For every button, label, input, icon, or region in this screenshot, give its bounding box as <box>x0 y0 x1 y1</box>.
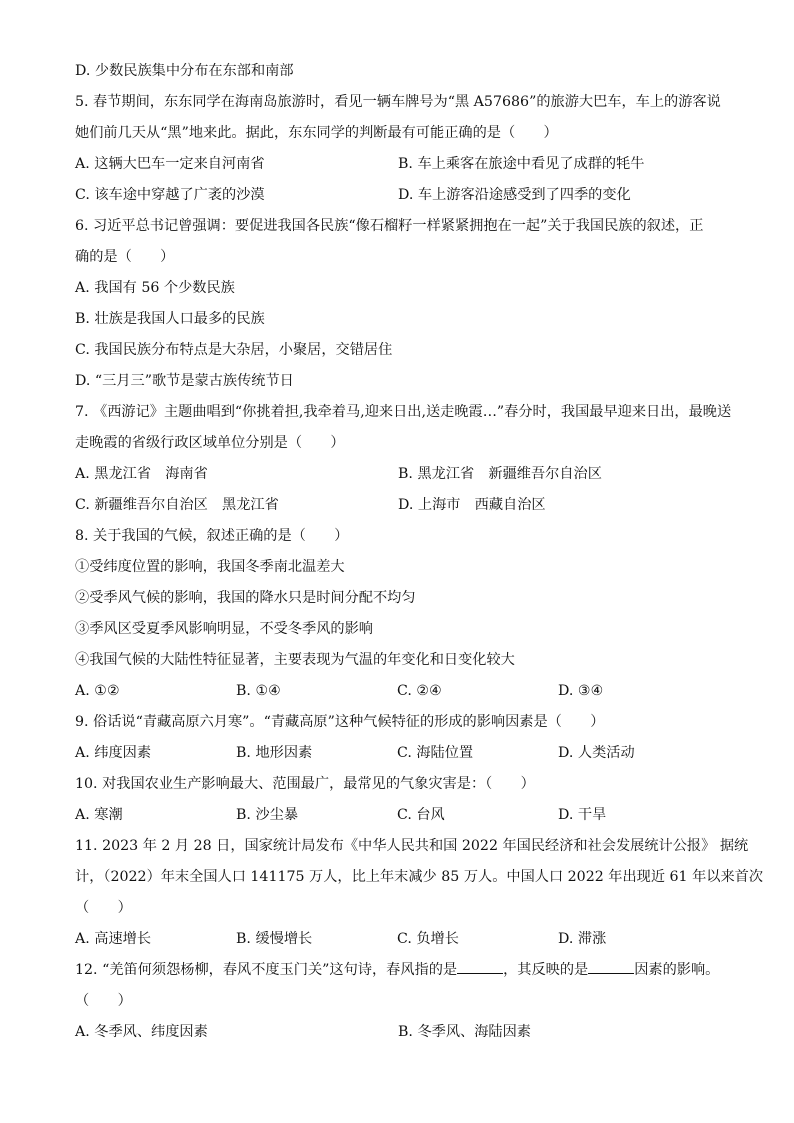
option-a: A. 纬度因素 <box>75 745 152 761</box>
option-c: C. 新疆维吾尔自治区 黑龙江省 <box>75 497 279 513</box>
option-b: B. 缓慢增长 <box>236 931 313 947</box>
option-a: A. 高速增长 <box>75 931 152 947</box>
exam-page <box>75 56 764 1048</box>
options-row <box>75 459 725 490</box>
option-d: D. ③④ <box>558 683 604 699</box>
option-a: A. 我国有 56 个少数民族 <box>75 280 235 296</box>
options-row <box>75 738 725 769</box>
option-c: C. 该车途中穿越了广袤的沙漠 <box>75 187 265 203</box>
statement-1: ①受纬度位置的影响，我国冬季南北温差大 <box>75 559 345 575</box>
question-stem: 7. 《西游记》主题曲唱到“你挑着担,我牵着马,迎来日出,送走晚霞…”春分时，我国最早迎来日出，最晚送 <box>75 404 732 420</box>
option-b: B. 壮族是我国人口最多的民族 <box>75 311 265 327</box>
option-d: D. 干旱 <box>558 807 607 823</box>
option-d: D. 滞涨 <box>558 931 607 947</box>
option-c: C. 海陆位置 <box>397 745 474 761</box>
answer-blank <box>457 959 503 974</box>
options-row <box>75 1017 725 1048</box>
question-stem: （ ） <box>75 993 132 1009</box>
options-row <box>75 676 725 707</box>
option-b: B. 地形因素 <box>236 745 313 761</box>
options-row <box>75 924 725 955</box>
option-c: C. 台风 <box>397 807 445 823</box>
options-row <box>75 180 725 211</box>
answer-blank <box>588 959 634 974</box>
option-a: A. 冬季风、纬度因素 <box>75 1024 208 1040</box>
statement-2: ②受季风气候的影响，我国的降水只是时间分配不均匀 <box>75 590 416 606</box>
question-stem: 计，（2022）年末全国人口 141175 万人，比上年末减少 85 万人。中国人口 2022 年出现近 61 年以来首次 <box>75 869 764 885</box>
option-d: D. “三月三”歌节是蒙古族传统节日 <box>75 373 294 389</box>
question-stem: 10. 对我国农业生产影响最大、范围最广，最常见的气象灾害是：（ ） <box>75 776 535 792</box>
question-stem: 她们前几天从“黑”地来此。据此，东东同学的判断最有可能正确的是（ ） <box>75 125 558 141</box>
question-stem: 11. 2023 年 2 月 28 日，国家统计局发布《中华人民共和国 2022 年国民经济和社会发展统计公报》 据统 <box>75 838 749 854</box>
question-stem: 走晚霞的省级行政区域单位分别是（ ） <box>75 435 345 451</box>
question-stem: 8. 关于我国的气候，叙述正确的是（ ） <box>75 528 349 544</box>
stem-part: ，其反映的是 <box>503 962 589 978</box>
option-a: A. 寒潮 <box>75 807 123 823</box>
option-d: D. 车上游客沿途感受到了四季的变化 <box>398 187 631 203</box>
question-stem: 9. 俗话说“青藏高原六月寒”。“青藏高原”这种气候特征的形成的影响因素是（ ） <box>75 714 605 730</box>
option-c: C. 我国民族分布特点是大杂居，小聚居，交错居住 <box>75 342 393 358</box>
option-d: D. 人类活动 <box>558 745 635 761</box>
question-stem: 5. 春节期间，东东同学在海南岛旅游时，看见一辆车牌号为“黑 A57686”的旅游大巴车，车上的游客说 <box>75 94 721 110</box>
option-b: B. 车上乘客在旅途中看见了成群的牦牛 <box>398 156 645 172</box>
stem-part: 因素的影响。 <box>634 962 720 978</box>
statement-4: ④我国气候的大陆性特征显著，主要表现为气温的年变化和日变化较大 <box>75 652 515 668</box>
options-row <box>75 149 725 180</box>
options-row <box>75 800 725 831</box>
option-a: A. 黑龙江省 海南省 <box>75 466 208 482</box>
option-b: B. 沙尘暴 <box>236 807 299 823</box>
option-b: B. 冬季风、海陆因素 <box>398 1024 531 1040</box>
option-b: B. ①④ <box>236 683 281 699</box>
option-d: D. 少数民族集中分布在东部和南部 <box>75 63 294 79</box>
option-b: B. 黑龙江省 新疆维吾尔自治区 <box>398 466 602 482</box>
statement-3: ③季风区受夏季风影响明显，不受冬季风的影响 <box>75 621 373 637</box>
question-stem: （ ） <box>75 900 132 916</box>
question-stem: 6. 习近平总书记曾强调：要促进我国各民族“像石榴籽一样紧紧拥抱在一起”关于我国民族的叙述，正 <box>75 218 704 234</box>
option-a: A. ①② <box>75 683 120 699</box>
option-c: C. 负增长 <box>397 931 459 947</box>
stem-part: 12. “羌笛何须怨杨柳，春风不度玉门关”这句诗，春风指的是 <box>75 962 458 978</box>
option-c: C. ②④ <box>397 683 442 699</box>
options-row <box>75 490 725 521</box>
option-a: A. 这辆大巴车一定来自河南省 <box>75 156 265 172</box>
question-stem: 确的是（ ） <box>75 249 175 265</box>
option-d: D. 上海市 西藏自治区 <box>398 497 546 513</box>
question-stem <box>75 955 725 986</box>
